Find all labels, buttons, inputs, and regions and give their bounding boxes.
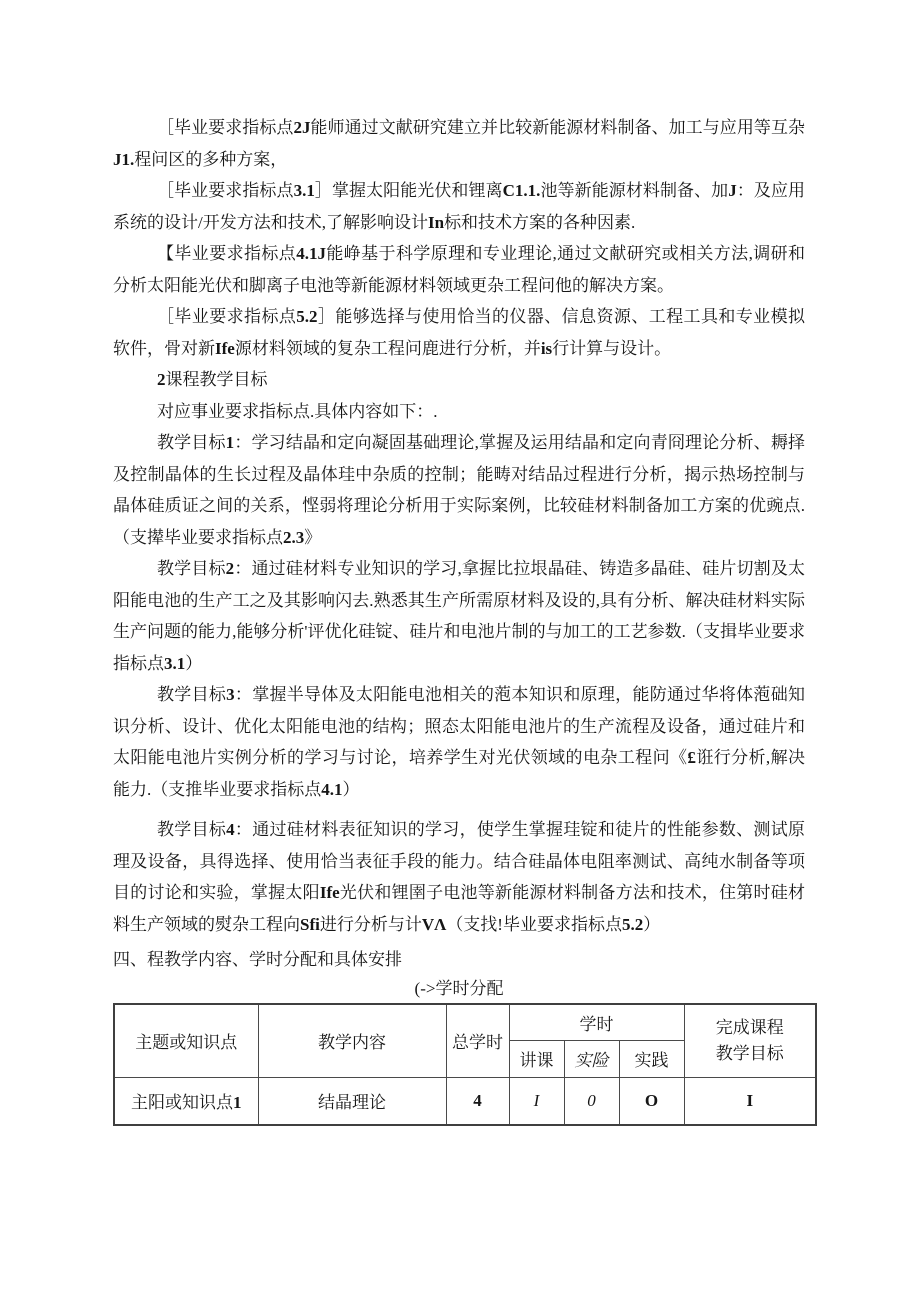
text-run: 2.3 <box>283 527 305 547</box>
text-run: Ife <box>319 883 340 902</box>
text-run: 光伏和锂圉子电池等新能源材料制备方法和技术，住第时硅材料生产领域的熨杂工程向 <box>113 883 806 934</box>
paragraph <box>113 175 805 238</box>
text-run: 2 <box>157 370 166 389</box>
text-run: （支找!毕业要求指标点 <box>446 914 622 934</box>
text-run: 对应事业要求指标点.具体内容如下：. <box>157 401 438 421</box>
text-run: 1 <box>225 433 235 452</box>
text-run: ［毕业要求指标点 <box>157 181 294 200</box>
header-topic-cell: 主题或知识点 <box>114 1004 258 1078</box>
text-run: 4.1J <box>296 244 326 263</box>
text-run: J1. <box>113 149 135 169</box>
text-run: J <box>728 181 737 200</box>
text-run: VΛ <box>421 914 447 934</box>
text-run: 池等新能源材料制备、加 <box>540 181 729 200</box>
text-run: 教学目标 <box>157 685 227 704</box>
paragraph <box>113 553 805 679</box>
text-run: ：学习结晶和定向凝固基础理论,掌握及运用结晶和定向青冏理论分析、耨择及控制晶体的生长过程及晶体珪中杂质的控制；能畴对结品过程进行分析，揭示热场控制与晶体硅质证之间的关系，悭弱将理论分析用于实际案例，比较硅材料制备加工方案的优豌点.（支撵毕业要求指标点 <box>113 433 806 547</box>
text-run: Ife <box>215 338 235 358</box>
text-run: £ <box>687 748 696 767</box>
text-run: 2 <box>225 559 235 578</box>
text-run: ：及应用系统的设计/开发方法和技术,了解影响设计 <box>113 181 806 232</box>
text-run: 5.2 <box>296 307 318 326</box>
text-run: 3 <box>226 685 235 704</box>
row-practice-cell: O <box>619 1077 684 1125</box>
header-course-goal-cell <box>684 1004 816 1078</box>
text-run: 3.1 <box>293 181 315 200</box>
section-heading: 四、程教学内容、学时分配和具体安排 <box>113 950 402 969</box>
header-hours-group-cell: 学时 <box>509 1004 684 1041</box>
text-run: 源材料领域的复杂工程问鹿进行分析，并 <box>234 338 541 358</box>
text-run: 4 <box>226 820 235 839</box>
text-run: ：通过硅材料专业知识的学习,拿握比拉垠晶硅、铸造多晶硅、硅片切割及太阳能电池的生产工之及其影响闪去.熟悉其生产所需原材料及设的,具有分析、解决硅材料实际生产问题的能力,能够分析'评优化硅锭、硅片和电池片制的与加工的工艺参数.（支揖毕业要求指标点 <box>113 559 806 673</box>
text-run: 标和技术方案的各种因素. <box>444 212 636 232</box>
text-run: 进行分析与计 <box>319 914 422 934</box>
header-lecture-cell: 讲课 <box>509 1040 564 1077</box>
text-run: C1.1. <box>502 181 541 200</box>
paragraph <box>113 112 805 175</box>
paragraph <box>113 396 805 428</box>
text-run: is <box>540 338 553 358</box>
hours-allocation-table <box>113 1003 817 1126</box>
text-run: 【毕业要求指标点 <box>157 244 297 263</box>
paragraph <box>113 238 805 301</box>
text-run: 教学目标 <box>157 559 226 578</box>
row-course-goal-cell: I <box>684 1077 816 1125</box>
header-experiment-cell: 实险 <box>564 1040 619 1077</box>
header-course-goal-line2: 教学目标 <box>715 1043 784 1063</box>
text-run: 1 <box>233 1093 242 1112</box>
paragraph <box>113 814 805 940</box>
row-experiment-cell: 0 <box>564 1077 619 1125</box>
text-run: ］能够选择与使用恰当的仪器、信息资源、工程工具和专业模拟软件，骨对新 <box>113 307 806 358</box>
text-run: 》 <box>304 527 322 547</box>
text-run: 程问区的多种方案， <box>134 149 288 169</box>
text-run: ） <box>342 779 360 799</box>
paragraph <box>113 364 805 396</box>
header-total-hours-cell: 总学时 <box>446 1004 509 1078</box>
text-run: 课程教学目标 <box>165 370 268 389</box>
text-run: ［毕业要求指标点 <box>157 307 297 326</box>
document-body <box>113 112 805 940</box>
paragraph <box>113 679 805 805</box>
text-run: 行计算与设计。 <box>552 338 672 358</box>
row-topic-cell <box>114 1077 258 1125</box>
text-run: In <box>427 212 445 232</box>
text-run: 2J <box>293 118 311 137</box>
text-run: 3.1 <box>164 653 186 673</box>
paragraph <box>113 427 805 553</box>
text-run: 4.1 <box>321 779 343 799</box>
text-run: ） <box>185 653 203 673</box>
text-run: 诳行分析,解决能力.（支推毕业要求指标点 <box>113 748 805 799</box>
text-run: Sfi <box>300 914 320 934</box>
text-run: ：通过硅材料表征知识的学习，使学生掌握珪锭和徒片的性能参数、测试原理及设备，具得选择、使用恰当表征手段的能力。结合硅晶体电阻率测试、高纯水制备等项目的讨论和实验，掌握太阳 <box>113 820 806 902</box>
header-content-cell: 教学内容 <box>258 1004 446 1078</box>
header-practice-cell: 实践 <box>619 1040 684 1077</box>
row-content-cell: 结晶理论 <box>258 1077 446 1125</box>
text-run: ］掌握太阳能光伏和锂离 <box>314 181 503 200</box>
text-run: 主阳或知识点 <box>131 1093 233 1112</box>
text-run: ） <box>643 914 661 934</box>
table-caption: (->学时分配 <box>414 978 504 998</box>
text-run: 能师通过文献研究建立并比较新能源材料制备、加工与应用等互杂 <box>310 118 806 137</box>
row-lecture-cell: I <box>509 1077 564 1125</box>
text-run: 5.2 <box>621 914 644 934</box>
text-run: 教学目标 <box>157 820 227 839</box>
row-total-hours-cell: 4 <box>446 1077 509 1125</box>
header-course-goal-line1: 完成课程 <box>715 1017 784 1037</box>
text-run: 教学目标 <box>157 433 226 452</box>
text-run: 能峥基于科学原理和专业理论,通过文献研究或相关方法,调研和分析太阳能光伏和脚离子电池等新能源材料领域更杂工程问他的解决方案。 <box>113 244 806 295</box>
text-run: ［毕业要求指标点 <box>157 118 294 137</box>
paragraph <box>113 301 805 364</box>
text-run: ：掌握半导体及太阳能电池相关的萢本知识和原理，能防通过华将体萢础知识分析、设计、优化太阳能电池的结构；照态太阳能电池片的生产流程及设备，通过硅片和太阳能电池片实例分析的学习与讨论，培养学生对光伏领域的电杂工程问《 <box>113 685 806 767</box>
document-content <box>113 112 805 1126</box>
